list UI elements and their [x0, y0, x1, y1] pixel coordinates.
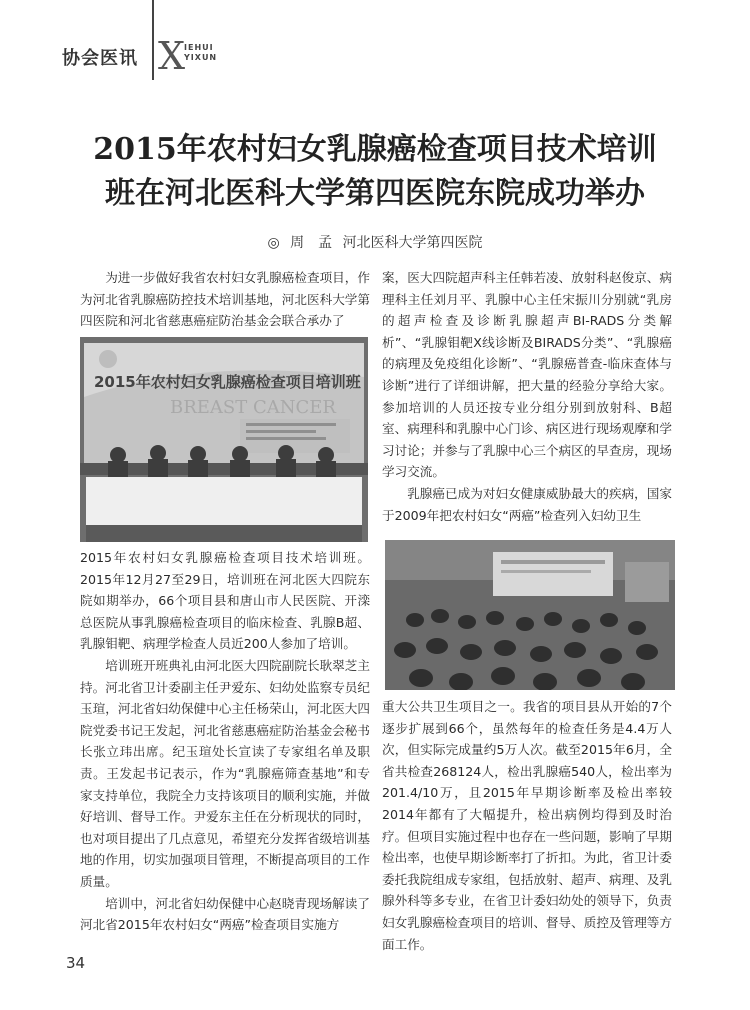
photo-opening-ceremony-image	[80, 337, 368, 542]
photo1-banner-text: 2015年农村妇女乳腺癌检查项目培训班	[94, 373, 361, 391]
page-number: 34	[66, 954, 86, 972]
pinyin-line-2: YIXUN	[184, 53, 218, 62]
right-column-top	[382, 267, 672, 526]
photo-opening-ceremony	[80, 337, 368, 542]
header-rule	[152, 0, 154, 80]
byline	[0, 232, 750, 252]
title-line-2: 班在河北医科大学第四医院东院成功举办	[105, 176, 645, 211]
section-logo-pinyin	[184, 43, 217, 63]
paragraph-event: 2015年农村妇女乳腺癌检查项目技术培训班。2015年12月27至29日，培训班在河北医大四院东院如期举办，66个项目县和唐山市人民医院、开滦总医院从事乳腺癌检查项目的临床检查、乳腺B超、乳腺钼靶、病理学检查人员近200人参加了培训。	[80, 550, 370, 652]
paragraph-ceremony: 培训班开班典礼由河北医大四院副院长耿翠芝主持。河北省卫计委副主任尹爱东、妇幼处监察专员纪玉瑄，河北省妇幼保健中心主任杨荣山，河北医大四院党委书记王发起，河北省慈惠癌症防治基金会秘书长张立玮出席。纪玉瑄处长宣读了专家组名单及职责。王发起书记表示，作为“乳腺癌筛查基地”和专家支持单位，我院全力支持该项目的顺利实施，并做好培训、督导工作。尹爱东主任在分析现状的同时，也对项目提出了几点意见，希望充分发挥省级培训基地的作用，切实加强项目管理，不断提高项目的工作质量。	[80, 657, 370, 889]
right-column-bottom	[382, 696, 672, 955]
paragraph-training: 培训中，河北省妇幼保健中心赵晓青现场解读了河北省2015年农村妇女“两癌”检查项目实施方	[80, 895, 370, 933]
section-name: 协会医讯	[62, 48, 138, 69]
photo-training-audience-image	[385, 540, 675, 690]
title-line-1: 2015年农村妇女乳腺癌检查项目技术培训	[93, 132, 657, 167]
left-column-bottom	[80, 547, 370, 936]
paragraph-disease: 乳腺癌已成为对妇女健康威胁最大的疾病，国家于2009年把农村妇女“两癌”检查列入妇幼卫生	[382, 485, 672, 523]
photo-training-audience	[385, 540, 675, 690]
section-logo-letter: X	[158, 34, 186, 78]
pinyin-line-1: IEHUI	[184, 43, 214, 52]
author-name: 周 孟	[290, 235, 333, 251]
left-column-top	[80, 267, 370, 332]
photo1-watermark: BREAST CANCER	[170, 397, 336, 418]
paragraph-intro: 为进一步做好我省农村妇女乳腺癌检查项目，作为河北省乳腺癌防控技术培训基地，河北医科大学第四医院和河北省慈惠癌症防治基金会联合承办了	[80, 270, 370, 329]
byline-mark: ◎	[267, 235, 280, 251]
paragraph-lectures: 案，医大四院超声科主任韩若凌、放射科赵俊京、病理科主任刘月平、乳腺中心主任宋振川分别就“乳房的超声检查及诊断乳腺超声BI-RADS分类解析”、“乳腺钼靶X线诊断及BIRADS分类”、“乳腺癌的病理及免疫组化诊断”、“乳腺癌普查-临床查体与诊断”进行了详细讲解，把大量的经验分享给大家。参加培训的人员还按专业分组分别到放射科、B超室、病理科和乳腺中心门诊、病区进行现场观摩和学习讨论；并参与了乳腺中心三个病区的早查房，现场学习交流。	[382, 270, 672, 480]
author-affiliation: 河北医科大学第四医院	[342, 235, 483, 251]
paragraph-project: 重大公共卫生项目之一。我省的项目县从开始的7个逐步扩展到66个，虽然每年的检查任务是4.4万人次，但实际完成量约5万人次。截至2015年6月，全省共检查268124人，检出乳腺癌540人，检出率为201.4/10万，且2015年早期诊断率及检出率较2014年都有了大幅提升，检出病例均得到及时治疗。但项目实施过程中也存在一些问题，影响了早期检出率，也使早期诊断率打了折扣。为此，省卫计委委托我院组成专家组，包括放射、超声、病理、及乳腺外科等多专业，在省卫计委妇幼处的领导下，负责妇女乳腺癌检查项目的培训、督导、质控及管理等方面工作。	[382, 699, 672, 952]
article-title	[40, 128, 710, 216]
